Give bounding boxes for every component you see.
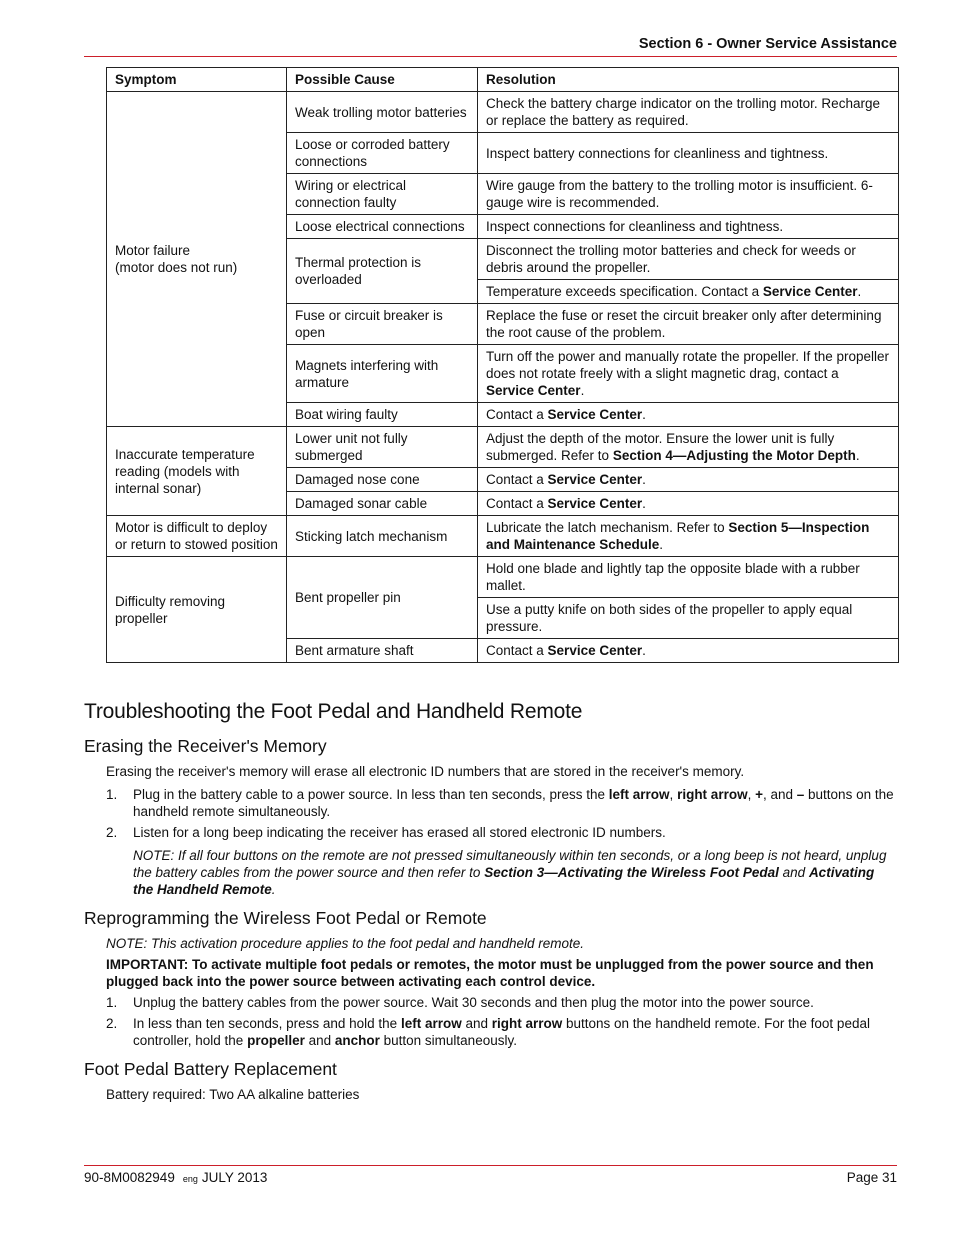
bold-text: Service Center [762, 284, 858, 299]
bold-text: left arrow [608, 787, 670, 802]
text-run: Listen for a long beep indicating the receiver has erased all stored electronic ID numbers. [133, 825, 666, 840]
resolution-cell [478, 427, 899, 468]
resolution-cell [478, 639, 899, 663]
step-number: 2. [106, 1016, 118, 1031]
erasing-intro: Erasing the receiver's memory will erase all electronic ID numbers that are stored in the receiver's memory. [106, 764, 745, 779]
bold-text: Service Center [486, 383, 581, 398]
bold-text: right arrow [491, 1016, 563, 1031]
text-run: , [747, 787, 756, 802]
important-notice: IMPORTANT: To activate multiple foot pedals or remotes, the motor must be unplugged from the power source and then plugged back into the power source between activating each control device. [106, 957, 874, 989]
reprogramming-steps [106, 994, 898, 1049]
text-run: . [642, 643, 646, 658]
resolution-cell [478, 239, 899, 280]
text-run: buttons on the handheld remote simultaneously. [133, 787, 894, 819]
table-row [107, 516, 899, 557]
text-run: Wire gauge from the battery to the trolling motor is insufficient. 6-gauge wire is recommended. [486, 178, 873, 210]
cause-cell: Weak trolling motor batteries [287, 92, 478, 133]
text-run: Lubricate the latch mechanism. Refer to [486, 520, 729, 535]
text-run: and [778, 865, 809, 880]
cause-cell: Thermal protection is overloaded [287, 239, 478, 304]
symptom-text: Motor is difficult to deploy or return to stowed position [115, 520, 278, 552]
footer-doc-info [84, 1170, 267, 1185]
doc-language: eng [182, 1174, 198, 1184]
header-possible-cause: Possible Cause [287, 68, 478, 92]
bold-text: right arrow [677, 787, 748, 802]
cause-cell: Boat wiring faulty [287, 403, 478, 427]
table-header-row [107, 68, 899, 92]
text-run: . [857, 284, 862, 299]
header-resolution: Resolution [478, 68, 899, 92]
cause-cell: Fuse or circuit breaker is open [287, 304, 478, 345]
step-number: 1. [106, 995, 118, 1010]
text-run: Disconnect the trolling motor batteries and check for weeds or debris around the propeller. [486, 243, 856, 275]
bold-text: – [796, 787, 805, 802]
resolution-cell [478, 280, 899, 304]
table-row [107, 427, 899, 468]
text-run: Unplug the battery cables from the power source. Wait 30 seconds and then plug the motor into the power source. [133, 995, 814, 1010]
cause-cell: Damaged sonar cable [287, 492, 478, 516]
resolution-cell [478, 92, 899, 133]
text-run: . [642, 407, 646, 422]
text-run: Contact a [486, 472, 548, 487]
note-body [133, 848, 886, 897]
text-run: Contact a [486, 643, 548, 658]
text-run: . [659, 537, 664, 552]
text-run: Turn off the power and manually rotate the propeller. If the propeller does not rotate freely with a slight magnetic drag, contact a [486, 349, 889, 381]
symptom-text: Motor failure [115, 243, 191, 258]
doc-number: 90-8M0082949 [84, 1170, 175, 1185]
text-run: Contact a [486, 407, 548, 422]
bold-text: propeller [247, 1033, 305, 1048]
page-number: Page 31 [846, 1170, 897, 1185]
symptom-text: (motor does not run) [115, 260, 238, 275]
resolution-cell [478, 516, 899, 557]
resolution-cell [478, 133, 899, 174]
symptom-text: Inaccurate temperature reading (models with internal sonar) [115, 446, 255, 496]
battery-heading: Foot Pedal Battery Replacement [84, 1059, 337, 1079]
step-item [106, 1015, 898, 1049]
bold-text: Service Center [547, 472, 643, 487]
text-run: Use a putty knife on both sides of the propeller to apply equal pressure. [486, 602, 853, 634]
reprogramming-note [106, 935, 898, 952]
bold-text: Section 3—Activating the Wireless Foot Pedal [484, 865, 779, 880]
text-run: Replace the fuse or reset the circuit breaker only after determining the root cause of the problem. [486, 308, 882, 340]
bold-text: Section 5—Inspection and Maintenance Schedule [486, 520, 870, 552]
page-heading: Troubleshooting the Foot Pedal and Handheld Remote [84, 700, 583, 723]
battery-text: Battery required: Two AA alkaline batteries [106, 1087, 360, 1102]
footer-rule [84, 1165, 897, 1166]
resolution-cell [478, 468, 899, 492]
resolution-cell [478, 345, 899, 403]
resolution-cell [478, 174, 899, 215]
text-run: Hold one blade and lightly tap the opposite blade with a rubber mallet. [486, 561, 860, 593]
bold-text: Section 4—Adjusting the Motor Depth [612, 448, 856, 463]
bold-text: left arrow [400, 1016, 462, 1031]
text-run: button simultaneously. [379, 1033, 517, 1048]
text-run: If all four buttons on the remote are not pressed simultaneously within ten seconds, or a long beep is not heard, unplug the battery cables from the power source and then refer to [133, 848, 887, 880]
note-label: NOTE: [133, 848, 175, 863]
cause-cell: Loose or corroded battery connections [287, 133, 478, 174]
text-run: , [669, 787, 678, 802]
header-symptom: Symptom [107, 68, 287, 92]
text-run: and [304, 1033, 335, 1048]
text-run: Contact a [486, 496, 548, 511]
symptom-text: Difficulty removing propeller [115, 593, 226, 626]
symptom-cell [107, 516, 287, 557]
resolution-cell [478, 557, 899, 598]
text-run: Plug in the battery cable to a power source. In less than ten seconds, press the [133, 787, 609, 802]
cause-cell: Bent armature shaft [287, 639, 478, 663]
text-run: Temperature exceeds specification. Contact a [486, 284, 763, 299]
text-run: buttons on the handheld remote. For the foot pedal controller, hold the [133, 1016, 870, 1048]
table-row [107, 557, 899, 598]
resolution-cell [478, 492, 899, 516]
header-rule [84, 56, 897, 57]
step-item [106, 824, 898, 841]
main-content [84, 700, 898, 1109]
text-run: . [855, 448, 860, 463]
cause-cell: Lower unit not fully submerged [287, 427, 478, 468]
symptom-cell [107, 557, 287, 663]
cause-cell: Bent propeller pin [287, 557, 478, 639]
text-run: Check the battery charge indicator on the trolling motor. Recharge or replace the battery as required. [486, 96, 880, 128]
step-number: 1. [106, 787, 118, 802]
table-row [107, 92, 899, 133]
cause-cell: Loose electrical connections [287, 215, 478, 239]
cause-cell: Magnets interfering with armature [287, 345, 478, 403]
text-run: Adjust the depth of the motor. Ensure the lower unit is fully submerged. Refer to [486, 431, 835, 463]
symptom-cell [107, 92, 287, 427]
bold-text: Service Center [547, 643, 643, 658]
text-run: . [271, 882, 276, 897]
step-item [106, 994, 898, 1011]
text-run: . [642, 472, 646, 487]
text-run: Inspect battery connections for cleanliness and tightness. [486, 145, 829, 161]
erasing-steps [106, 786, 898, 841]
note-label: NOTE: [106, 936, 148, 951]
bold-text: Service Center [547, 407, 643, 422]
erasing-heading: Erasing the Receiver's Memory [84, 736, 327, 756]
doc-date: JULY 2013 [201, 1170, 268, 1185]
resolution-cell [478, 403, 899, 427]
cause-cell: Damaged nose cone [287, 468, 478, 492]
bold-text: Activating the Handheld Remote [133, 865, 875, 897]
text-run: , and [762, 787, 797, 802]
troubleshooting-table [106, 67, 899, 663]
section-title: Section 6 - Owner Service Assistance [638, 36, 897, 52]
erasing-note [133, 847, 898, 898]
text-run: . [580, 383, 585, 398]
symptom-cell [107, 427, 287, 516]
bold-text: anchor [334, 1033, 380, 1048]
reprogramming-heading: Reprogramming the Wireless Foot Pedal or Remote [84, 908, 487, 928]
text-run: In less than ten seconds, press and hold the [133, 1016, 401, 1031]
resolution-cell [478, 598, 899, 639]
text-run: Inspect connections for cleanliness and tightness. [486, 219, 784, 234]
resolution-cell [478, 215, 899, 239]
bold-text: + [755, 787, 763, 802]
cause-cell: Sticking latch mechanism [287, 516, 478, 557]
text-run: . [642, 496, 646, 511]
step-item [106, 786, 898, 820]
note-body: This activation procedure applies to the foot pedal and handheld remote. [147, 936, 585, 951]
bold-text: Service Center [547, 496, 643, 511]
text-run: and [461, 1016, 492, 1031]
cause-cell: Wiring or electrical connection faulty [287, 174, 478, 215]
step-number: 2. [106, 825, 118, 840]
resolution-cell [478, 304, 899, 345]
